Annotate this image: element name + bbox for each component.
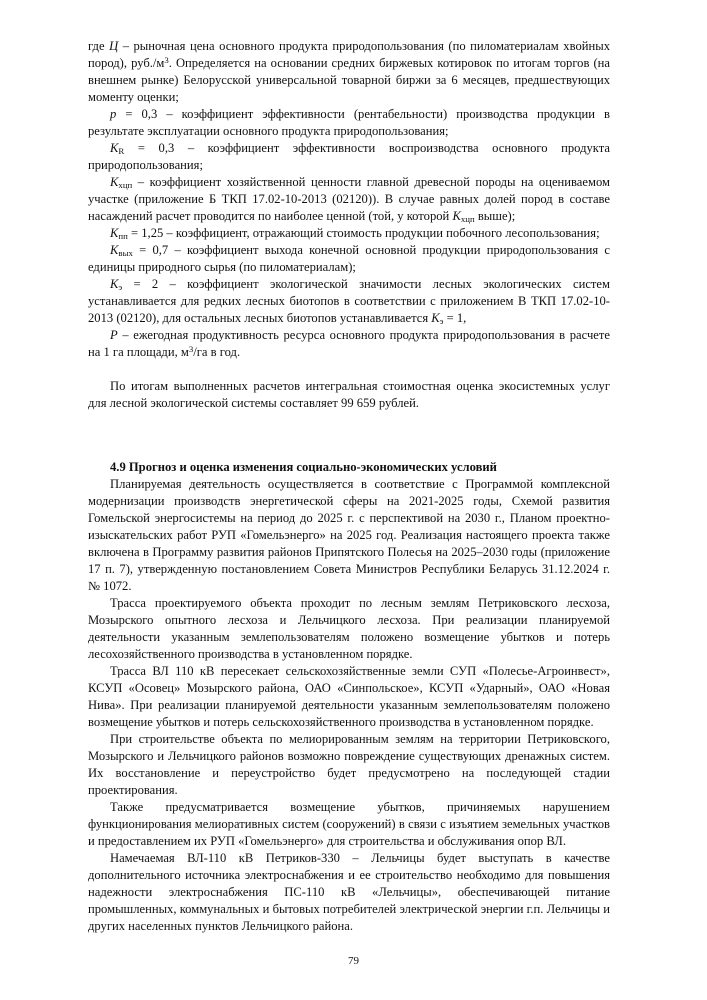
subscript: пп [118,231,128,242]
body-paragraph: Также предусматривается возмещение убытков, причиняемых нарушением функционирования мелиоративных систем (сооружений) в связи с изъятием земельных участков и предоставлением их РУП «Гомельэнерго» для строительства и обслуживания опор ВЛ. [88,800,610,848]
page-number: 79 [348,955,359,967]
subscript: вых [118,248,133,259]
symbol: Ц [109,39,119,53]
subscript: хцп [460,214,475,225]
subscript: э [439,316,444,327]
symbol: K [431,311,440,325]
symbol: K [110,175,119,189]
symbol: P [110,328,118,342]
symbol: K [452,209,461,223]
text: = 0,3 – коэффициент эффективности воспроизводства основного продукта природопользования; [88,141,610,172]
text: – коэффициент хозяйственной ценности главной древесной породы на оцениваемом участке (приложение Б ТКП 17.02-10-2013 (02120)). В случае равных долей пород в составе насаждений расчет проводится по наиболее ценной (той, у которой [88,175,610,223]
coef-price: где Ц – рыночная цена основного продукта природопользования (по пиломатериалам хвойных пород), $руб./м^3$. Определяется на основании средних биржевых котировок по итогам торгов (на внешнем рынке) Белорусской универсальной товарной биржи за 6 месяцев, предшествующих моменту оценки; [88,39,610,104]
document-page [88,38,610,935]
coef-p [88,106,610,140]
coef-kr [88,140,610,174]
subscript: хцп [118,180,133,191]
body-paragraph: Планируемая деятельность осуществляется в соответствие с Программой комплексной модернизации производств энергетической сферы на 2021-2025 годы, Схемой развития Гомельской энергосистемы на период до 2025 г. с перспективой на 2030 г., Планом проектно-изыскательских работ РУП «Гомельэнерго» на 2025 год. Реализация настоящего проекта также включена в Программу развития районов Припятского Полесья на 2025–2030 годы (приложение 17 п. 7), утвержденную постановлением Совета Министров Республики Беларусь 31.12.2024 г. № 1072. [88,477,610,593]
coef-khcp [88,174,610,225]
body-paragraph: Намечаемая ВЛ-110 кВ Петриков-330 – Лельчицы будет выступать в качестве дополнительного источника электроснабжения и ее строительство необходимо для повышения надежности электроснабжения ПС-110 кВ «Лельчицы», обеспечивающей питание промышленных, коммунальных и бытовых потребителей электрической энергии г.п. Лельчицы и других населенных пунктов Лельчицкого района. [88,851,610,933]
subscript: R [118,146,125,157]
section-heading: 4.9 Прогноз и оценка изменения социально-экономических условий [110,460,497,474]
symbol: K [110,141,119,155]
text: = 2 – коэффициент экологической значимости лесных экологических систем устанавливается для редких лесных биотопов в соответствии с приложением В ТКП 17.02-10-2013 (02120), для остальных лесных биотопов устанавливается [88,277,610,325]
text: = 1,25 – коэффициент, отражающий стоимость продукции побочного лесопользования; [127,226,600,240]
text: = 1, [443,311,467,325]
symbol: р [110,107,117,121]
body-paragraph: При строительстве объекта по мелиорированным землям на территории Петриковского, Мозырского и Лельчицкого районов возможно повреждение существующих дренажных систем. Их восстановление и переустройство будет предусмотрено на последующей стадии проектирования. [88,732,610,797]
coef-kpp [88,225,610,242]
text: /га в год. [193,345,241,359]
text: = 0,7 – коэффициент выхода конечной основной продукции природопользования с единицы природного сырья (по пиломатериалам); [88,243,610,274]
coef-kvyh [88,242,610,276]
body-paragraph: Трасса ВЛ 110 кВ пересекает сельскохозяйственные земли СУП «Полесье-Агроинвест», КСУП «Осовец» Мозырского района, ОАО «Синпольское», КСУП «Ударный», ОАО «Новая Нива». При реализации планируемой деятельности указанным землепользователям положено возмещение убытков и потерь сельскохозяйственного производства в установленном порядке. [88,664,610,729]
symbol: K [110,277,119,291]
summary-paragraph: По итогам выполненных расчетов интегральная стоимостная оценка экосистемных услуг для лесной экологической системы составляет 99 659 рублей. [88,379,610,410]
text: . Определяется на основании средних биржевых котировок по итогам торгов (на внешнем рынке) Белорусской универсальной товарной биржи за 6 месяцев, предшествующих моменту оценки; [88,56,610,104]
symbol: K [110,226,119,240]
text: = 0,3 – коэффициент эффективности (рентабельности) производства продукции в результате эксплуатации основного продукта природопользования; [88,107,610,138]
coef-P [88,327,610,361]
symbol: K [110,243,119,257]
body-paragraph: Трасса проектируемого объекта проходит по лесным землям Петриковского лесхоза, Мозырского опытного лесхоза и Лельчицкого лесхоза. При реализации планируемой деятельности указанным землепользователям положено возмещение убытков и потерь лесохозяйственного производства в установленном порядке. [88,596,610,661]
coef-ke [88,276,610,327]
subscript: э [118,282,123,293]
superscript: 3 [188,344,194,355]
text: выше); [474,209,516,223]
text: – ежегодная продуктивность ресурса основного продукта природопользования в расчете на 1 га площади, м [88,328,610,359]
text: – рыночная цена основного продукта природопользования (по пиломатериалам хвойных пород), руб./м [88,39,610,70]
superscript: 3 [164,55,169,66]
